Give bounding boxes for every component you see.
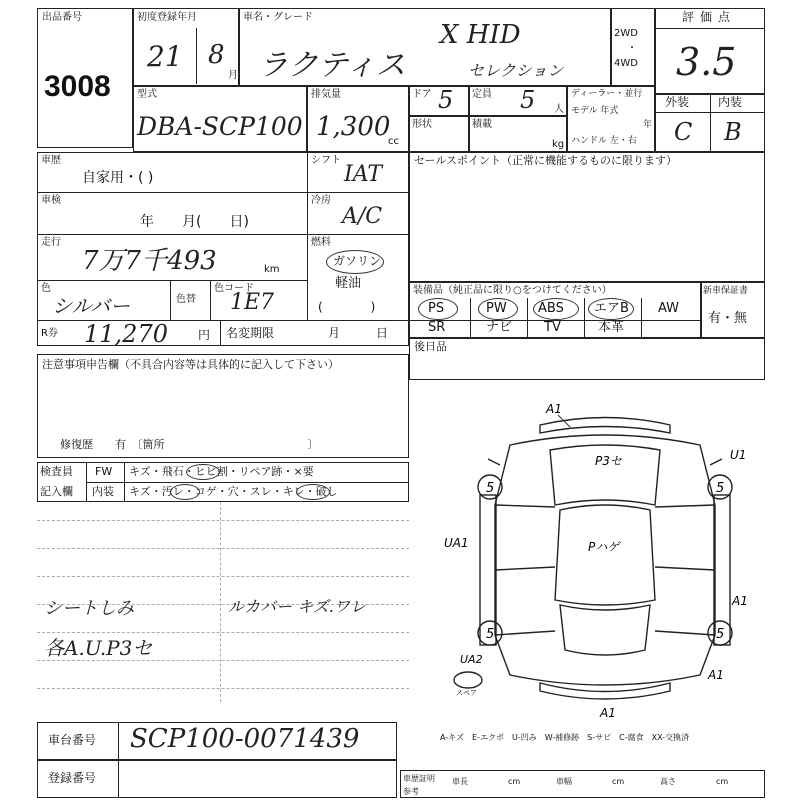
color-code: 1E7 <box>230 290 275 315</box>
dim-height: 高さ cm <box>660 777 729 786</box>
ac-label: 冷房 <box>311 195 331 206</box>
exterior-label: 外装 <box>665 95 690 109</box>
capacity-label: 定員 <box>472 89 492 100</box>
note-left-2: 各A.U.P3セ <box>44 636 153 660</box>
grade: X HID <box>440 20 521 50</box>
interior-items: キズ・汚レ・コゲ・穴・スレ・キレ・破し <box>129 485 338 498</box>
equip-sr: SR <box>428 320 446 335</box>
diag-a1-right2: A1 <box>708 668 724 682</box>
diag-5d: 5 <box>716 627 725 642</box>
drive-2wd: 2WD <box>614 28 638 39</box>
inspection-value: 年 月( 日) <box>140 214 249 230</box>
dim-width: 車幅 cm <box>556 777 625 786</box>
warranty-value: 有・無 <box>708 311 748 326</box>
fuel-label: 燃料 <box>311 237 331 248</box>
shift-value: IAT <box>344 162 383 187</box>
note-left-1: シートしみ <box>44 598 134 619</box>
diag-a1-right: A1 <box>732 594 748 608</box>
color-value: シルバー <box>52 294 131 318</box>
diag-p3-top: P3セ <box>595 454 622 468</box>
model-name: ラクティス <box>258 48 406 83</box>
shift-label: シフト <box>311 155 341 166</box>
kg-unit: kg <box>552 139 565 150</box>
interior-grade: B <box>724 118 742 146</box>
chassis-value: SCP100-0071439 <box>130 724 360 754</box>
score-value: 3.5 <box>676 40 737 84</box>
doors-label: ドア <box>412 89 432 100</box>
repair-label: 修復歴 有 〔箇所 〕 <box>60 438 319 451</box>
first-reg-year: 21 <box>147 40 183 73</box>
entry-label: 記入欄 <box>40 485 73 498</box>
km-unit: km <box>264 264 280 275</box>
drive-dot: ・ <box>627 43 637 54</box>
diag-5c: 5 <box>486 627 495 642</box>
dealer-label: ディーラー・並行 <box>571 89 643 99</box>
diag-ua2-left: UA2 <box>460 653 483 666</box>
reg-label: 登録番号 <box>48 771 97 785</box>
type-label: 型式 <box>137 89 157 100</box>
equip-navi: ナビ <box>486 320 513 335</box>
diag-ua1-left: UA1 <box>444 536 469 550</box>
dim-length: 車長 cm <box>452 777 521 786</box>
type-value: DBA-SCP100 <box>137 112 303 141</box>
lot-label: 出品番号 <box>42 12 82 23</box>
lot-number: 3008 <box>44 70 111 103</box>
model-label: 車名・グレード <box>243 12 313 23</box>
drive-4wd: 4WD <box>614 58 638 69</box>
recycle-value: 11,270 <box>84 320 168 348</box>
equip-pw: PW <box>486 301 507 316</box>
yen-unit: 円 <box>198 328 211 342</box>
equip-airbag: エアB <box>594 301 629 316</box>
displacement-value: 1,300 <box>316 112 391 142</box>
diag-5b: 5 <box>716 481 725 496</box>
history-value: 自家用・( ) <box>82 170 154 186</box>
equip-ps: PS <box>428 301 445 316</box>
year-unit: 年 <box>643 120 653 130</box>
capacity-unit: 人 <box>554 104 564 115</box>
chassis-label: 車台番号 <box>48 733 97 747</box>
exterior-grade: C <box>674 118 693 146</box>
mileage-value: 7万7千493 <box>82 246 217 276</box>
mileage-label: 走行 <box>41 237 61 248</box>
later-box <box>409 338 765 380</box>
sales-box <box>409 152 765 282</box>
name-change-value: 月 日 <box>328 326 389 340</box>
first-reg-month: 8 <box>208 40 225 70</box>
doors-value: 5 <box>438 86 454 114</box>
ac-value: A/C <box>342 204 383 229</box>
inspection-label: 車検 <box>41 195 61 206</box>
fw-label: FW <box>95 465 113 478</box>
car-damage-diagram <box>430 395 780 725</box>
grade-sub: セレクション <box>468 61 564 80</box>
legend: A-キズ E-エクボ U-凹み W-補修跡 S-サビ C-腐食 XX-交換済 <box>440 733 690 742</box>
equip-tv: TV <box>544 320 561 335</box>
sales-point-label: セールスポイント（正常に機能するものに限ります） <box>414 154 678 167</box>
modified-label: 車歴証明 <box>403 774 435 783</box>
warranty-label: 新車保証書 <box>703 286 749 296</box>
cc-unit: cc <box>388 136 399 147</box>
caution-label: 注意事項申告欄（不具合内容等は具体的に記入して下さい） <box>42 358 339 371</box>
name-change-label: 名変期限 <box>226 326 275 340</box>
diag-u1-right: U1 <box>730 448 747 462</box>
diag-5a: 5 <box>486 481 495 496</box>
ref-label: 参考 <box>403 787 419 796</box>
diag-spare: スペア <box>456 689 477 697</box>
model-year-label: モデル 年式 <box>571 106 619 116</box>
fuel-diesel: 軽油 <box>335 276 362 291</box>
equip-aw: AW <box>658 301 680 316</box>
fuel-paren: ( ) <box>318 300 376 314</box>
interior-inspect-label: 内装 <box>92 485 114 498</box>
month-unit: 月 <box>228 70 238 81</box>
color-change-label: 色替 <box>176 294 196 305</box>
fuel-gas: ガソリン <box>333 254 382 268</box>
later-label: 後日品 <box>414 340 447 353</box>
handle-label: ハンドル 左・右 <box>571 136 637 146</box>
first-reg-label: 初度登録年月 <box>137 12 197 23</box>
diag-p-center: Pハゲ <box>588 540 620 554</box>
color-code-label: 色コード <box>214 283 254 294</box>
equip-abs: ABS <box>538 301 564 316</box>
history-label: 車歴 <box>41 155 61 166</box>
color-label: 色 <box>41 283 51 294</box>
capacity-value: 5 <box>520 86 536 114</box>
load-label: 積載 <box>472 119 492 130</box>
equipment-label: 装備品（純正品に限り○をつけてください） <box>413 285 612 296</box>
interior-label: 内装 <box>718 95 743 109</box>
note-right: ルカバー キズ.ワレ <box>228 597 366 616</box>
equip-leather: 本革 <box>598 320 625 335</box>
inspector-label: 検査員 <box>40 465 73 478</box>
fw-items: キズ・飛石・ヒビ割・リペア跡・×要 <box>129 465 314 478</box>
shape-label: 形状 <box>412 119 432 130</box>
score-label: 評価点 <box>682 10 737 24</box>
displacement-label: 排気量 <box>311 89 341 100</box>
recycle-label: R券 <box>41 328 58 339</box>
diag-a1-bottom: A1 <box>600 706 616 720</box>
diag-a1-top: A1 <box>546 402 562 416</box>
